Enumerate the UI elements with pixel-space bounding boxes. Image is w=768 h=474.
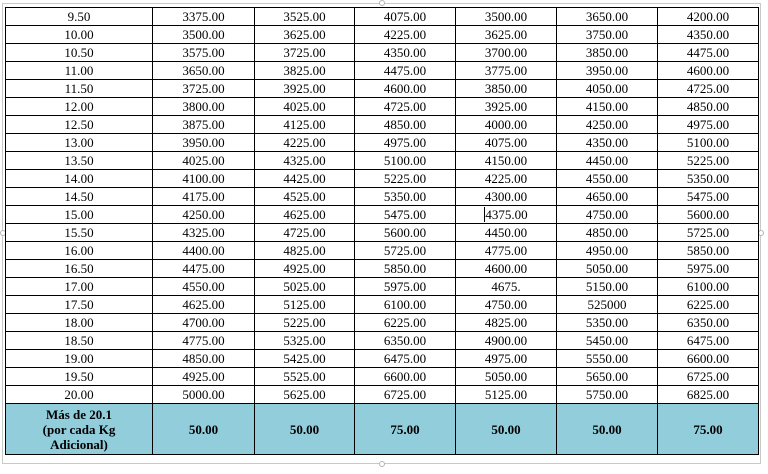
price-cell[interactable]: 3750.00 — [557, 26, 658, 44]
weight-cell[interactable]: 18.00 — [6, 314, 153, 332]
price-cell[interactable]: 4600.00 — [355, 80, 456, 98]
table-row — [6, 26, 759, 44]
additional-kg-label-line3: Adicional) — [50, 436, 108, 452]
price-cell[interactable]: 4425.00 — [255, 170, 355, 188]
weight-cell[interactable]: 19.00 — [6, 350, 153, 368]
price-cell[interactable]: 6350.00 — [658, 314, 759, 332]
price-cell[interactable]: 3725.00 — [153, 80, 255, 98]
price-cell[interactable]: 5725.00 — [355, 242, 456, 260]
weight-cell[interactable]: 15.50 — [6, 224, 153, 242]
price-cell[interactable]: 6100.00 — [658, 278, 759, 296]
price-cell[interactable]: 4700.00 — [153, 314, 255, 332]
table-row — [6, 350, 759, 368]
price-cell[interactable]: 5325.00 — [255, 332, 355, 350]
price-cell[interactable]: 4825.00 — [255, 242, 355, 260]
price-cell[interactable]: 3500.00 — [456, 8, 557, 26]
price-cell[interactable]: 3875.00 — [153, 116, 255, 134]
table-row — [6, 224, 759, 242]
price-cell[interactable]: 5975.00 — [658, 260, 759, 278]
price-cell[interactable]: 4925.00 — [153, 368, 255, 386]
price-cell[interactable]: 4750.00 — [456, 296, 557, 314]
price-cell[interactable]: 6825.00 — [658, 386, 759, 404]
weight-cell[interactable]: 10.50 — [6, 44, 153, 62]
price-cell[interactable]: 6600.00 — [355, 368, 456, 386]
price-cell[interactable]: 4075.00 — [355, 8, 456, 26]
price-cell[interactable]: 4175.00 — [153, 188, 255, 206]
table-row — [6, 332, 759, 350]
table-body — [6, 8, 759, 404]
price-cell[interactable]: 4225.00 — [355, 26, 456, 44]
price-cell[interactable]: 6225.00 — [355, 314, 456, 332]
price-cell[interactable]: 6475.00 — [658, 332, 759, 350]
price-cell[interactable]: 4250.00 — [557, 116, 658, 134]
price-cell[interactable]: 4775.00 — [456, 242, 557, 260]
price-cell[interactable]: 5350.00 — [658, 170, 759, 188]
price-cell[interactable]: 4450.00 — [557, 152, 658, 170]
table-row — [6, 206, 759, 224]
price-cell[interactable]: 4825.00 — [456, 314, 557, 332]
price-cell[interactable]: 4150.00 — [557, 98, 658, 116]
price-cell[interactable]: 5225.00 — [658, 152, 759, 170]
price-cell[interactable]: 5850.00 — [658, 242, 759, 260]
price-cell[interactable]: 4325.00 — [255, 152, 355, 170]
price-cell[interactable]: 5350.00 — [355, 188, 456, 206]
additional-kg-value-cell[interactable]: 50.00 — [557, 404, 658, 455]
price-cell[interactable]: 6100.00 — [355, 296, 456, 314]
weight-cell[interactable]: 16.00 — [6, 242, 153, 260]
weight-cell[interactable]: 9.50 — [6, 8, 153, 26]
price-cell[interactable]: 5850.00 — [355, 260, 456, 278]
price-cell[interactable]: 5600.00 — [658, 206, 759, 224]
price-cell[interactable]: 4050.00 — [557, 80, 658, 98]
price-cell[interactable]: 6475.00 — [355, 350, 456, 368]
price-cell[interactable]: 3500.00 — [153, 26, 255, 44]
price-cell[interactable]: 4675. — [456, 278, 557, 296]
price-cell[interactable]: 4200.00 — [658, 8, 759, 26]
price-cell[interactable]: 525000 — [557, 296, 658, 314]
weight-cell[interactable]: 11.50 — [6, 80, 153, 98]
table-row — [6, 80, 759, 98]
rates-table — [5, 7, 759, 455]
price-cell[interactable]: 4475.00 — [355, 62, 456, 80]
price-cell[interactable]: 3375.00 — [153, 8, 255, 26]
price-cell[interactable]: 4025.00 — [153, 152, 255, 170]
price-cell[interactable]: 4150.00 — [456, 152, 557, 170]
price-cell[interactable]: 5025.00 — [255, 278, 355, 296]
resize-handle-top[interactable] — [379, 0, 385, 6]
price-cell[interactable]: 4225.00 — [456, 170, 557, 188]
price-cell[interactable]: 5975.00 — [355, 278, 456, 296]
price-cell[interactable]: 3625.00 — [456, 26, 557, 44]
additional-kg-label-line2: (por cada Kg — [42, 421, 116, 437]
table-row — [6, 368, 759, 386]
price-cell[interactable]: 3800.00 — [153, 98, 255, 116]
price-cell[interactable]: 4450.00 — [456, 224, 557, 242]
weight-cell[interactable]: 14.00 — [6, 170, 153, 188]
table-row — [6, 62, 759, 80]
price-cell[interactable]: 4325.00 — [153, 224, 255, 242]
price-cell[interactable]: 3650.00 — [557, 8, 658, 26]
price-cell[interactable] — [456, 206, 557, 224]
price-cell[interactable]: 4125.00 — [255, 116, 355, 134]
price-cell[interactable]: 5225.00 — [355, 170, 456, 188]
additional-kg-value-cell[interactable]: 50.00 — [153, 404, 255, 455]
price-cell[interactable]: 3775.00 — [456, 62, 557, 80]
price-cell[interactable]: 5725.00 — [658, 224, 759, 242]
price-cell[interactable]: 4600.00 — [658, 62, 759, 80]
price-cell[interactable]: 4300.00 — [456, 188, 557, 206]
price-cell[interactable]: 5750.00 — [557, 386, 658, 404]
weight-cell[interactable]: 13.00 — [6, 134, 153, 152]
price-cell[interactable]: 4100.00 — [153, 170, 255, 188]
price-cell[interactable]: 4000.00 — [456, 116, 557, 134]
price-cell[interactable]: 4400.00 — [153, 242, 255, 260]
additional-kg-value-cell[interactable]: 50.00 — [255, 404, 355, 455]
price-cell[interactable]: 3625.00 — [255, 26, 355, 44]
weight-cell[interactable]: 13.50 — [6, 152, 153, 170]
price-cell[interactable]: 5100.00 — [355, 152, 456, 170]
price-cell[interactable]: 5425.00 — [255, 350, 355, 368]
price-cell[interactable]: 4025.00 — [255, 98, 355, 116]
price-cell[interactable]: 3650.00 — [153, 62, 255, 80]
weight-cell[interactable]: 11.00 — [6, 62, 153, 80]
table-row — [6, 134, 759, 152]
price-cell[interactable]: 5625.00 — [255, 386, 355, 404]
weight-cell[interactable]: 15.00 — [6, 206, 153, 224]
price-cell[interactable]: 6725.00 — [355, 386, 456, 404]
price-cell[interactable]: 4750.00 — [557, 206, 658, 224]
price-cell[interactable]: 5150.00 — [557, 278, 658, 296]
price-cell[interactable]: 4350.00 — [658, 26, 759, 44]
price-cell[interactable]: 4475.00 — [658, 44, 759, 62]
price-cell[interactable]: 6350.00 — [355, 332, 456, 350]
price-cell[interactable]: 5600.00 — [355, 224, 456, 242]
price-cell[interactable]: 4850.00 — [557, 224, 658, 242]
price-cell[interactable]: 6225.00 — [658, 296, 759, 314]
weight-cell[interactable]: 16.50 — [6, 260, 153, 278]
price-cell[interactable]: 5475.00 — [658, 188, 759, 206]
price-cell[interactable]: 4075.00 — [456, 134, 557, 152]
table-row — [6, 386, 759, 404]
price-cell[interactable]: 5100.00 — [658, 134, 759, 152]
table-row — [6, 314, 759, 332]
price-cell[interactable]: 4850.00 — [153, 350, 255, 368]
weight-cell[interactable]: 14.50 — [6, 188, 153, 206]
text-cursor: 4375.00 — [485, 207, 528, 222]
price-cell[interactable]: 3825.00 — [255, 62, 355, 80]
price-cell[interactable]: 4225.00 — [255, 134, 355, 152]
price-cell[interactable]: 4975.00 — [355, 134, 456, 152]
additional-kg-value-cell[interactable]: 50.00 — [456, 404, 557, 455]
price-cell[interactable]: 4625.00 — [153, 296, 255, 314]
price-cell[interactable]: 5525.00 — [255, 368, 355, 386]
price-cell[interactable]: 3850.00 — [456, 80, 557, 98]
price-cell[interactable]: 5550.00 — [557, 350, 658, 368]
price-cell[interactable]: 4550.00 — [557, 170, 658, 188]
weight-cell[interactable]: 18.50 — [6, 332, 153, 350]
price-cell[interactable]: 4550.00 — [153, 278, 255, 296]
price-cell[interactable]: 4725.00 — [255, 224, 355, 242]
price-cell[interactable]: 4900.00 — [456, 332, 557, 350]
table-row — [6, 152, 759, 170]
price-cell[interactable]: 5050.00 — [557, 260, 658, 278]
price-cell[interactable]: 5125.00 — [255, 296, 355, 314]
table-row — [6, 242, 759, 260]
additional-kg-label-line1: Más de 20.1 — [45, 406, 113, 422]
price-cell[interactable]: 3950.00 — [557, 62, 658, 80]
weight-cell[interactable]: 17.00 — [6, 278, 153, 296]
weight-cell[interactable]: 10.00 — [6, 26, 153, 44]
price-cell[interactable]: 5050.00 — [456, 368, 557, 386]
price-cell[interactable]: 3925.00 — [255, 80, 355, 98]
price-cell[interactable]: 4350.00 — [557, 134, 658, 152]
table-row — [6, 98, 759, 116]
weight-cell[interactable]: 12.00 — [6, 98, 153, 116]
table-row — [6, 188, 759, 206]
weight-cell[interactable]: 17.50 — [6, 296, 153, 314]
weight-cell[interactable]: 19.50 — [6, 368, 153, 386]
price-cell[interactable]: 3725.00 — [255, 44, 355, 62]
price-cell[interactable]: 4925.00 — [255, 260, 355, 278]
table-row — [6, 260, 759, 278]
price-cell[interactable]: 4850.00 — [355, 116, 456, 134]
price-cell[interactable]: 3850.00 — [557, 44, 658, 62]
price-cell[interactable]: 5475.00 — [355, 206, 456, 224]
weight-cell[interactable]: 12.50 — [6, 116, 153, 134]
price-cell[interactable]: 3950.00 — [153, 134, 255, 152]
price-cell[interactable]: 4975.00 — [456, 350, 557, 368]
table-row — [6, 296, 759, 314]
weight-cell[interactable]: 20.00 — [6, 386, 153, 404]
price-cell[interactable]: 3700.00 — [456, 44, 557, 62]
price-cell[interactable]: 4850.00 — [658, 98, 759, 116]
price-cell[interactable]: 5125.00 — [456, 386, 557, 404]
table-row — [6, 116, 759, 134]
price-cell[interactable]: 5450.00 — [557, 332, 658, 350]
price-cell[interactable]: 3575.00 — [153, 44, 255, 62]
price-cell[interactable]: 5350.00 — [557, 314, 658, 332]
price-cell[interactable]: 4525.00 — [255, 188, 355, 206]
table-row — [6, 278, 759, 296]
additional-kg-row — [6, 404, 759, 455]
price-cell[interactable]: 4975.00 — [658, 116, 759, 134]
price-cell[interactable]: 4950.00 — [557, 242, 658, 260]
table-row — [6, 170, 759, 188]
price-cell[interactable]: 4775.00 — [153, 332, 255, 350]
price-cell[interactable]: 4475.00 — [153, 260, 255, 278]
price-cell[interactable]: 4250.00 — [153, 206, 255, 224]
price-cell[interactable]: 4725.00 — [658, 80, 759, 98]
price-cell[interactable]: 5650.00 — [557, 368, 658, 386]
price-cell[interactable]: 4650.00 — [557, 188, 658, 206]
additional-kg-value-cell[interactable]: 75.00 — [658, 404, 759, 455]
additional-kg-value-cell[interactable]: 75.00 — [355, 404, 456, 455]
price-cell[interactable]: 5225.00 — [255, 314, 355, 332]
additional-kg-label-cell[interactable] — [6, 404, 153, 455]
table-row — [6, 8, 759, 26]
price-cell[interactable]: 6600.00 — [658, 350, 759, 368]
price-cell[interactable]: 4725.00 — [355, 98, 456, 116]
price-cell[interactable]: 3525.00 — [255, 8, 355, 26]
table-row — [6, 44, 759, 62]
price-cell[interactable]: 6725.00 — [658, 368, 759, 386]
price-cell[interactable]: 4600.00 — [456, 260, 557, 278]
price-cell[interactable]: 3925.00 — [456, 98, 557, 116]
price-cell[interactable]: 5000.00 — [153, 386, 255, 404]
price-cell[interactable]: 4625.00 — [255, 206, 355, 224]
price-cell[interactable]: 4350.00 — [355, 44, 456, 62]
resize-handle-bottom[interactable] — [379, 461, 385, 467]
